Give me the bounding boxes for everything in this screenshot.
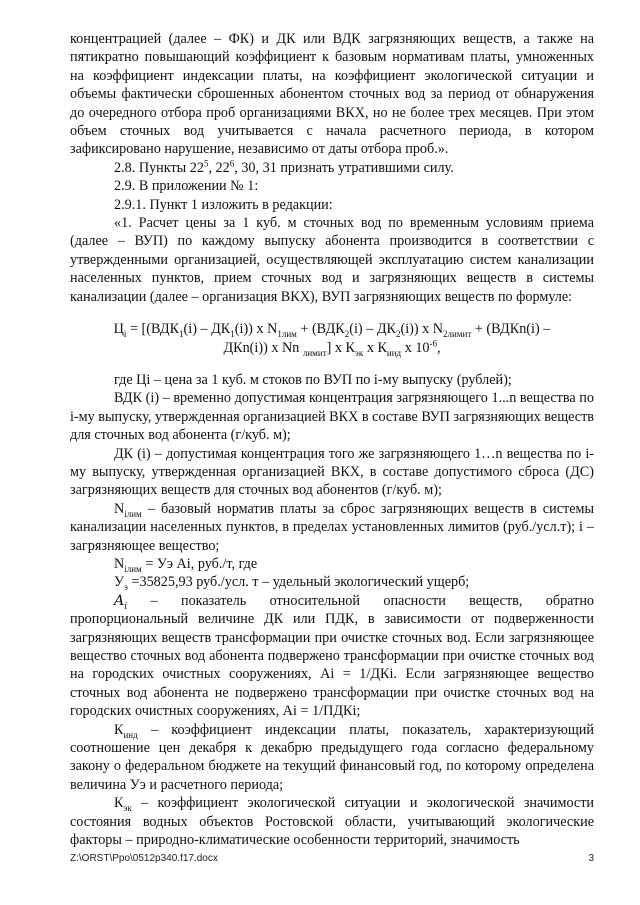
definition-specific-damage: $У_э =35825,93$ руб./усл. т – удельный экологический ущерб; (114, 574, 470, 593)
paragraph-2-9-1: 2.9.1. Пункт 1 изложить в редакции: (114, 196, 333, 213)
base-norm-formula-text: = Уэ Ai, руб./т, где (141, 555, 258, 572)
page-footer (70, 853, 594, 864)
indexation-coef-text: – коэффициент индексации платы, показатель, характеризующий соотношение цен декабря к декабрю предыдущего года согласно федеральному закону о федеральном бюджете на текущий финансовый год, по которому определена величина Уэ и расчетного периода; (70, 721, 594, 793)
price-formula (70, 320, 594, 357)
document-page (70, 30, 594, 849)
definition-price: где Цi – цена за 1 куб. м стоков по ВУП по i-му выпуску (рублей); (114, 371, 512, 388)
page-number: 3 (588, 853, 594, 864)
definition-ecology-coef: $К_{эк}$ – коэффициент экологической ситуации и экологической значимости состояния водных объектов Ростовской области, учитывающий экологические факторы – природно-климатические особенности территорий, значимость (70, 795, 594, 849)
file-path: Z:\ORST\Ppo\0512p340.f17.docx (70, 853, 218, 864)
definition-base-norm-formula: $N_{iлим}$ = Уэ Ai, руб./т, где (114, 555, 258, 574)
paragraph-2-8 (70, 159, 594, 177)
paragraph-formula-intro: «1. Расчет цены за 1 куб. м сточных вод по временным условиям приема (далее – ВУП) по каждому выпуску абонента производится в соответствии с утвержденными организацией, осуществляющей эксплуатацию систем канализации населенных пунктов, прием сточных вод и загрязняющих веществ в системы канализации (далее – организация ВКХ), ВУП загрязняющих веществ по формуле: (70, 215, 594, 305)
paragraph-2-9: 2.9. В приложении № 1: (114, 178, 259, 195)
hazard-index-text: – показатель относительной опасности веществ, обратно пропорциональный величине ДК или ПДК, в зависимости от подверженности загрязняющих веществ трансформации при очистке сточных вод. Если загрязняющее вещество сточных вод абонента подвержено трансформации при очистке сточных вод на городских очистных сооружениях, Ai = 1/ДКi. Если загрязняющее вещество сточных вод абонента не подвержено трансформации при очистке сточных вод на городских очистных сооружениях, Ai = 1/ПДКi; (70, 592, 594, 720)
ecology-coef-text: – коэффициент экологической ситуации и экологической значимости состояния водных объектов Ростовской области, учитывающий экологические факторы – природно-климатические особенности территорий, значимость (70, 795, 594, 849)
p2-text-c: , 30, 31 признать утратившими силу. (234, 159, 454, 176)
p2-sup-a: 5 (203, 158, 209, 169)
base-norm-text: – базовый норматив платы за сброс загрязняющих веществ в системы канализации населенных пунктов, в пределах установленных лимитов (руб./усл.т); i – загрязняющее вещество; (70, 500, 594, 554)
definition-dk: ДК (i) – допустимая концентрация того же загрязняющего 1…n вещества по i-му выпуску, утвержденная организацией ВКХ, в составе допустимого сброса (ДС) загрязняющих веществ для сточных вод абонентов (г/куб. м); (70, 445, 594, 499)
p2-sup-b: 6 (229, 158, 235, 169)
p2-text-b: , 22 (208, 159, 230, 176)
formula-line-2: ДКn(i)) x Nn $_{лимит}$] x $К_{эк}$ x $К_{инд}$ x $10^{-6}$, (223, 337, 441, 358)
p2-text-a: 2.8. Пункты 22 (114, 159, 204, 176)
paragraph-continuation: концентрацией (далее – ФК) и ДК или ВДК загрязняющих веществ, а также на пятикратно повышающий коэффициент к базовым нормативам платы, умноженных на коэффициент индексации платы, на коэффициент экологической ситуации и объемы фактически сброшенных абонентом сточных вод за период от обнаружения до очередного отбора проб организациями ВКХ, но не более трех месяцев. При этом объем сточных вод учитывается с начала расчетного периода, в котором зафиксировано нарушение, независимо от даты отбора проб.». (70, 31, 594, 158)
definition-hazard-index: $A_i$ – показатель относительной опасности веществ, обратно пропорциональный величине ДК или ПДК, в зависимости от подверженности загрязняющих веществ трансформации при очистке сточных вод. Если загрязняющее вещество сточных вод абонента подвержено трансформации при очистке сточных вод на городских очистных сооружениях, Ai = 1/ДКi. Если загрязняющее вещество сточных вод абонента не подвержено трансформации при очистке сточных вод на городских очистных сооружениях, Ai = 1/ПДКi; (70, 592, 594, 720)
definition-indexation-coef: $К_{инд}$ – коэффициент индексации платы, показатель, характеризующий соотношение цен декабря к декабрю предыдущего года согласно федеральному закону о федеральном бюджете на текущий финансовый год, по которому определена величина Уэ и расчетного периода; (70, 721, 594, 793)
specific-damage-text: =35825,93 руб./усл. т – удельный экологический ущерб; (127, 574, 470, 591)
definition-base-norm: $N_{iлим}$ – базовый норматив платы за сброс загрязняющих веществ в системы канализации населенных пунктов, в пределах установленных лимитов (руб./усл.т); i – загрязняющее вещество; (70, 500, 594, 554)
definition-vdk: ВДК (i) – временно допустимая концентрация загрязняющего 1...n вещества по i-му выпуску, утвержденная организацией ВКХ в составе ВУП загрязняющих веществ для сточных вод абонента (г/куб. м); (70, 390, 594, 444)
formula-line-1: $Ц_i = [(ВДК_1(i) - ДК_1(i))$ x $N_{1лим} + (ВДК_2(i) - ДК_2(i))$ x $N_{2лимит}$ + (ВДКn(i) – (113, 321, 551, 339)
